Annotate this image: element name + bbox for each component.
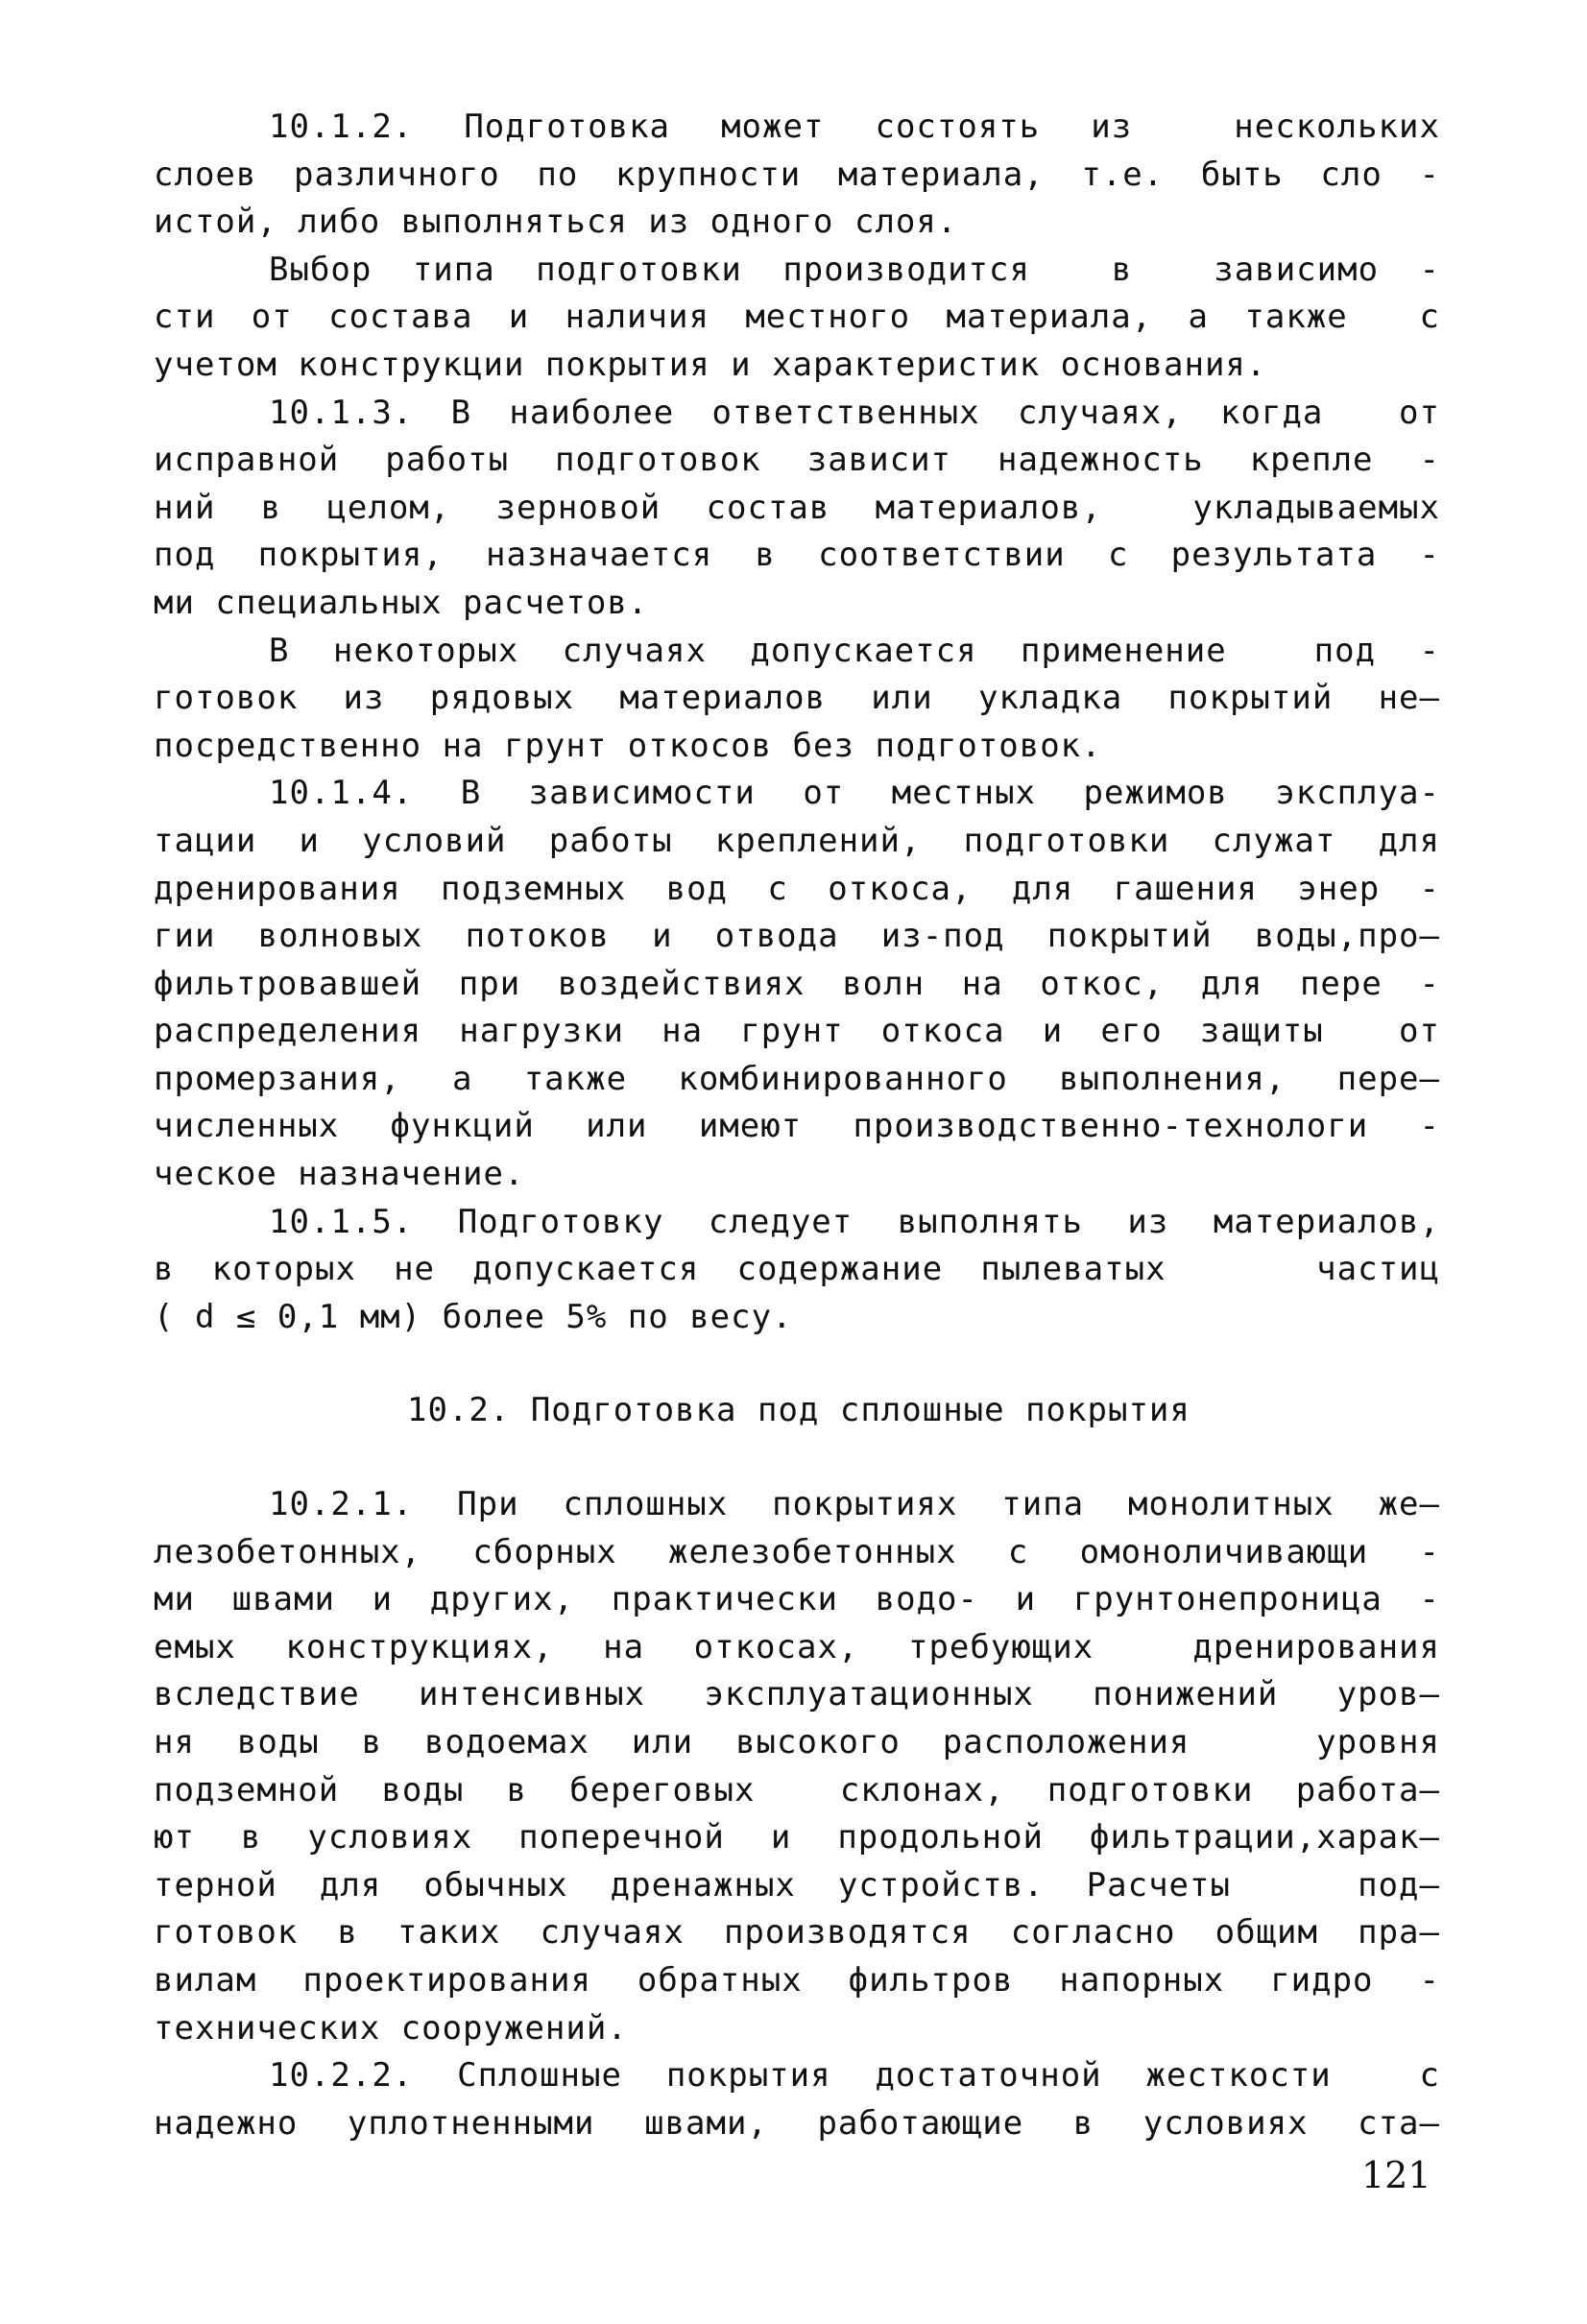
text-line: слоев различного по крупности материала, т.е. быть сло - xyxy=(154,155,1440,194)
text-line: под покрытия, назначается в соответствии с результата - xyxy=(154,536,1440,575)
section-heading: 10.2. Подготовка под сплошные покрытия xyxy=(407,1391,1190,1430)
text-line: истой, либо выполняться из одного слоя. xyxy=(154,203,958,242)
text-line: 10.1.5. Подготовку следует выполнять из материалов, xyxy=(269,1202,1440,1241)
text-line: ( d ≤ 0,1 мм) более 5% по весу. xyxy=(154,1297,793,1336)
text-line: Выбор типа подготовки производится в зависимо - xyxy=(269,250,1440,289)
text-block-10-1 xyxy=(154,104,1440,1341)
text-line: численных функций или имеют производственно-технологи - xyxy=(154,1107,1440,1146)
text-line: дренирования подземных вод с откоса, для гашения энер - xyxy=(154,869,1440,908)
text-line: технических сооружений. xyxy=(154,2008,628,2048)
text-line: ми швами и других, практически водо- и грунтонепроница - xyxy=(154,1580,1440,1619)
text-line: учетом конструкции покрытия и характеристик основания. xyxy=(154,345,1267,384)
text-line: лезобетонных, сборных железобетонных с омоноличивающи - xyxy=(154,1532,1440,1571)
text-line: 10.1.3. В наиболее ответственных случаях, когда от xyxy=(269,393,1440,432)
text-line: посредственно на грунт откосов без подготовок. xyxy=(154,726,1102,765)
text-line: емых конструкциях, на откосах, требующих дренирования xyxy=(154,1627,1440,1666)
text-line: 10.1.4. В зависимости от местных режимов эксплуа- xyxy=(269,774,1440,813)
text-line: ня воды в водоемах или высокого расположения уровня xyxy=(154,1723,1440,1761)
text-line: ми специальных расчетов. xyxy=(154,583,649,622)
text-line: распределения нагрузки на грунт откоса и его защиты от xyxy=(154,1012,1440,1051)
text-line: сти от состава и наличия местного материала, а также с xyxy=(154,298,1440,337)
text-line: 10.1.2. Подготовка может состоять из нескольких xyxy=(269,108,1440,146)
page-body xyxy=(154,104,1440,2147)
text-line: ют в условиях поперечной и продольной фильтрации,харак– xyxy=(154,1818,1440,1857)
text-line: промерзания, а также комбинированного выполнения, пере– xyxy=(154,1059,1440,1098)
text-line: надежно уплотненными швами, работающие в условиях ста– xyxy=(154,2103,1440,2143)
text-line: вследствие интенсивных эксплуатационных понижений уров– xyxy=(154,1675,1440,1714)
text-line: терной для обычных дренажных устройств. Расчеты под– xyxy=(154,1865,1440,1905)
spacer xyxy=(154,1341,1440,1387)
text-line: гии волновых потоков и отвода из-под покрытий воды,про– xyxy=(154,917,1440,956)
text-line: 10.2.2. Сплошные покрытия достаточной жесткости с xyxy=(269,2056,1440,2096)
text-line: В некоторых случаях допускается применение под - xyxy=(269,631,1440,670)
text-line: в которых не допускается содержание пылеватых частиц xyxy=(154,1250,1440,1289)
text-line: готовок в таких случаях производятся согласно общим пра– xyxy=(154,1913,1440,1953)
text-line: ческое назначение. xyxy=(154,1155,525,1194)
page-number: 121 xyxy=(1361,2154,1431,2196)
text-block-10-2 xyxy=(154,1481,1440,2147)
spacer xyxy=(154,1435,1440,1481)
text-line: тации и условий работы креплений, подготовки служат для xyxy=(154,821,1440,860)
text-line: готовок из рядовых материалов или укладка покрытий не– xyxy=(154,679,1440,718)
text-line: 10.2.1. При сплошных покрытиях типа монолитных же– xyxy=(269,1485,1440,1524)
text-line: вилам проектирования обратных фильтров напорных гидро - xyxy=(154,1960,1440,2000)
text-line: исправной работы подготовок зависит надежность крепле - xyxy=(154,441,1440,480)
text-line: подземной воды в береговых склонах, подготовки работа– xyxy=(154,1770,1440,1809)
text-line: фильтровавшей при воздействиях волн на откос, для пере - xyxy=(154,964,1440,1003)
text-line: ний в целом, зерновой состав материалов, укладываемых xyxy=(154,488,1440,527)
